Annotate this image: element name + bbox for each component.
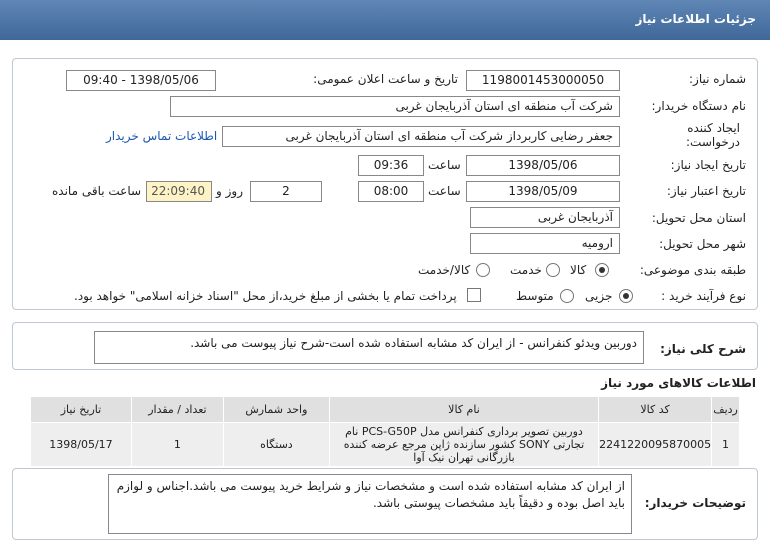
page-header [0,0,770,40]
page-title: جزئیات اطلاعات نیاز [635,12,756,26]
days-label: روز و [216,184,243,198]
table-row[interactable] [31,423,740,467]
goods-table-header [31,397,740,423]
col-qty: تعداد / مقدار [131,397,223,423]
row-qty: 1 [131,423,223,467]
remaining-days-field[interactable]: 2 [250,181,322,202]
need-number-field[interactable]: 1198001453000050 [466,70,620,91]
notes-label: توضیحات خریدار: [644,496,746,510]
created-time-label: ساعت [428,158,461,172]
remaining-label: ساعت باقی مانده [52,184,142,198]
process-medium-label: متوسط [516,289,554,303]
goods-table [30,396,740,467]
contact-info-link[interactable]: اطلاعات تماس خریدار [106,129,218,143]
created-time-field[interactable]: 09:36 [358,155,424,176]
creator-field[interactable]: جعفر رضایی کاربرداز شرکت آب منطقه ای استان آذربایجان غربی [222,126,620,147]
category-both-label: کالا/خدمت [418,263,471,277]
created-date-label: تاریخ ایجاد نیاز: [670,158,746,172]
province-label: استان محل تحویل: [651,211,746,225]
row-name: دوربین تصویر برداری کنفرانس مدل PCS-G50P نام تجارتی SONY کشور سازنده ژاپن مرجع عرضه کننده بازرگانی تهران نیک آوا [329,423,598,467]
creator-label [686,121,740,149]
col-name: نام کالا [329,397,598,423]
summary-label: شرح کلی نیاز: [660,342,746,356]
category-service-radio[interactable] [546,263,560,277]
treasury-payment-checkbox[interactable] [467,288,481,302]
category-both-radio[interactable] [476,263,490,277]
buyer-label: نام دستگاه خریدار: [651,99,746,113]
col-code: کد کالا [599,397,712,423]
announce-label: تاریخ و ساعت اعلان عمومی: [313,72,458,86]
category-goods-label: کالا [570,263,587,277]
city-label: شهر محل تحویل: [659,237,746,251]
creator-label-line1: ایجاد کننده [687,121,740,135]
created-date-field[interactable]: 1398/05/06 [466,155,620,176]
row-date: 1398/05/17 [31,423,132,467]
category-goods-radio[interactable] [595,263,609,277]
notes-text[interactable]: از ایران کد مشابه استفاده شده است و مشخصات نیاز و شرایط خرید پیوست می باشد.اجناس و لوازم باید اصل بوده و دقیقاً باید مشخصات پیوستی باشد. [108,474,632,534]
summary-text[interactable]: دوربین ویدئو کنفرانس - از ایران کد مشابه استفاده شده است-شرح نیاز پیوست می باشد. [94,331,644,364]
need-number-label: شماره نیاز: [689,72,746,86]
category-label: طبقه بندی موضوعی: [639,263,746,277]
city-field[interactable]: ارومیه [470,233,620,254]
row-unit: دستگاه [223,423,329,467]
buyer-field[interactable]: شرکت آب منطقه ای استان آذربایجان غربی [170,96,620,117]
validity-time-field[interactable]: 08:00 [358,181,424,202]
row-index: 1 [712,423,740,467]
process-minor-label: جزیی [585,289,613,303]
remaining-time-field: 22:09:40 [146,181,212,202]
announce-field[interactable]: 1398/05/06 - 09:40 [66,70,216,91]
col-index: ردیف [712,397,740,423]
goods-section-title: اطلاعات کالاهای مورد نیاز [601,376,756,390]
province-field[interactable]: آذربایجان غربی [470,207,620,228]
treasury-payment-note: پرداخت تمام یا بخشی از مبلغ خرید،از محل "اسناد خزانه اسلامی" خواهد بود. [74,289,457,303]
col-date: تاریخ نیاز [31,397,132,423]
validity-date-field[interactable]: 1398/05/09 [466,181,620,202]
creator-label-line2: درخواست: [686,135,740,149]
process-minor-radio[interactable] [619,289,633,303]
category-service-label: خدمت [510,263,542,277]
row-code: 2241220095870005 [599,423,712,467]
validity-label: تاریخ اعتبار نیاز: [666,184,746,198]
col-unit: واحد شمارش [223,397,329,423]
process-label: نوع فرآیند خرید : [661,289,746,303]
validity-time-label: ساعت [428,184,461,198]
process-medium-radio[interactable] [560,289,574,303]
